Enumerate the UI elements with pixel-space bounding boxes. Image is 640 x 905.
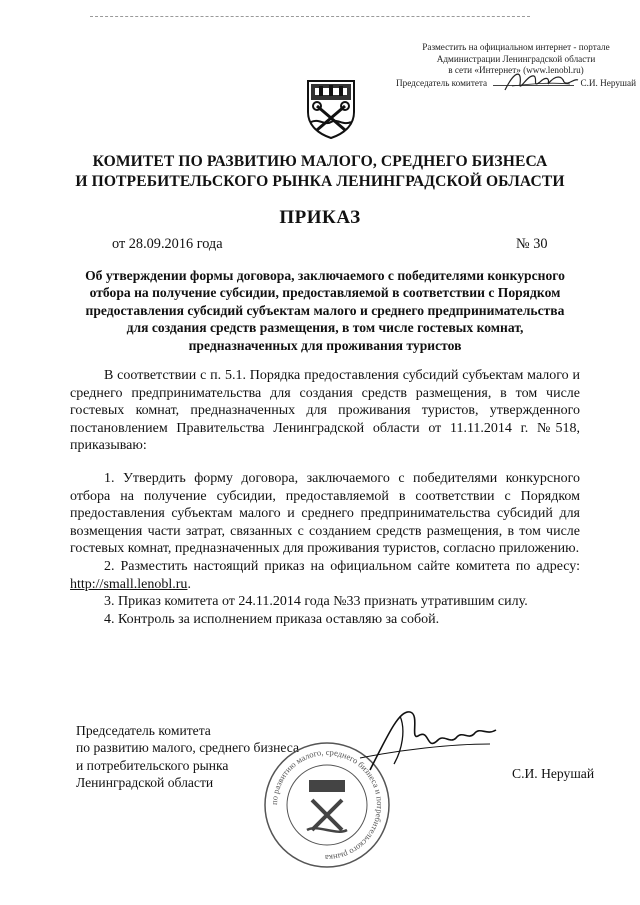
document-type: ПРИКАЗ [279,207,361,228]
stamp-line-3: в сети «Интернет» (www.lenobl.ru) [448,65,584,75]
stamp-signature-icon [500,66,580,96]
subject-line: отбора на получение субсидии, предоставляемой в соответствии с Порядком [89,285,561,301]
stamp-signer-title: Председатель комитета [396,77,488,88]
signer-name: С.И. Нерушай [512,766,595,781]
website-link[interactable]: http://small.lenobl.ru [70,576,188,592]
preamble-paragraph: В соответствии с п. 5.1. Порядка предоставления субсидий субъектам малого и среднего предпринимательства для создания средств размещения, в том числе гостевых комнат, предназначенных для проживания туристов, утвержденного постановлением Правительства Ленинградской области от 11.11.2014 г. №518, приказываю: [70,368,580,454]
order-item-2-text: 2. Разместить настоящий приказ на официальном сайте комитета по адресу: [104,558,580,574]
stamp-signer-name: С.И. Нерушай [580,77,636,88]
stamp-line-2: Администрации Ленинградской области [436,53,596,64]
order-item-3: 3. Приказ комитета от 24.11.2014 года №33 признать утратившим силу. [104,594,528,610]
signer-title-line-4: Ленинградской области [76,775,214,791]
signer-title-line-2: по развитию малого, среднего бизнеса [76,740,299,756]
order-item-2-end: . [187,576,191,592]
order-items [70,470,580,628]
order-item-2 [70,558,580,593]
signer-title-line-1: Председатель комитета [76,723,211,738]
subject-line: Об утверждении формы договора, заключаемого с победителями конкурсного [85,268,565,283]
stamp-line-1: Разместить на официальном интернет - портале [422,42,610,52]
order-item-4: 4. Контроль за исполнением приказа оставляю за собой. [104,611,440,627]
organization-name-line-1: КОМИТЕТ ПО РАЗВИТИЮ МАЛОГО, СРЕДНЕГО БИЗНЕСА [92,153,548,170]
signer-title-line-3: и потребительского рынка [76,757,229,773]
order-item-1: 1. Утвердить форму договора, заключаемого с победителями конкурсного отбора на получение субсидии, предоставляемой в соответствии с Порядком предоставления субъектам малого и среднего предпринимательства субсидий для возмещения части затрат, связанных с созданием средств размещения, в том числе гостевых комнат, предназначенных для проживания туристов, согласно приложению. [70,471,580,557]
document-date: от 28.09.2016 года [112,236,223,252]
subject-line: предназначенных для проживания туристов [188,337,462,353]
coat-of-arms-icon [305,78,357,140]
seal-ring-text: по развитию малого, среднего бизнеса и потребительского рынка [268,746,386,864]
scan-edge-line [90,16,530,18]
handwritten-signature-icon [340,700,510,780]
organization-name-line-2: И ПОТРЕБИТЕЛЬСКОГО РЫНКА ЛЕНИНГРАДСКОЙ ОБЛАСТИ [75,173,565,190]
document-subject [70,267,580,354]
subject-line: предоставления субсидий субъектам малого и среднего предпринимательства [85,302,565,318]
publication-stamp [396,42,636,89]
subject-line: для создания средств размещения, в том числе гостевых комнат, [126,320,524,336]
document-number: № 30 [516,236,548,252]
